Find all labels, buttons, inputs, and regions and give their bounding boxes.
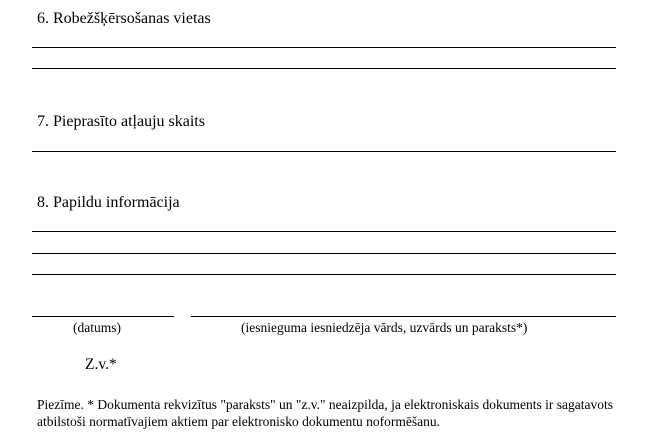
signer-line[interactable]: [191, 316, 616, 317]
seal-placeholder: Z.v.*: [85, 356, 117, 373]
signer-caption: (iesnieguma iesniedzēja vārds, uzvārds un paraksts*): [241, 320, 528, 335]
section-6-heading: 6. Robežšķērsošanas vietas: [37, 10, 211, 27]
section-8-heading: 8. Papildu informācija: [37, 194, 180, 211]
section-8-answer-line-2[interactable]: [32, 253, 616, 254]
section-6-answer-line-1[interactable]: [32, 47, 616, 48]
date-caption: (datums): [73, 320, 121, 335]
section-7-answer-line[interactable]: [32, 151, 616, 152]
date-line[interactable]: [32, 316, 174, 317]
section-6-answer-line-2[interactable]: [32, 68, 616, 69]
footnote: Piezīme. * Dokumenta rekvizītus "paraksts" un "z.v." neaizpilda, ja elektroniskais dokuments ir sagatavots atbilstoši normatīvajiem aktiem par elektronisko dokumentu noformēšanu.: [37, 397, 614, 429]
section-8-answer-line-3[interactable]: [32, 274, 616, 275]
section-8-answer-line-1[interactable]: [32, 231, 616, 232]
section-7-heading: 7. Pieprasīto atļauju skaits: [37, 113, 205, 130]
